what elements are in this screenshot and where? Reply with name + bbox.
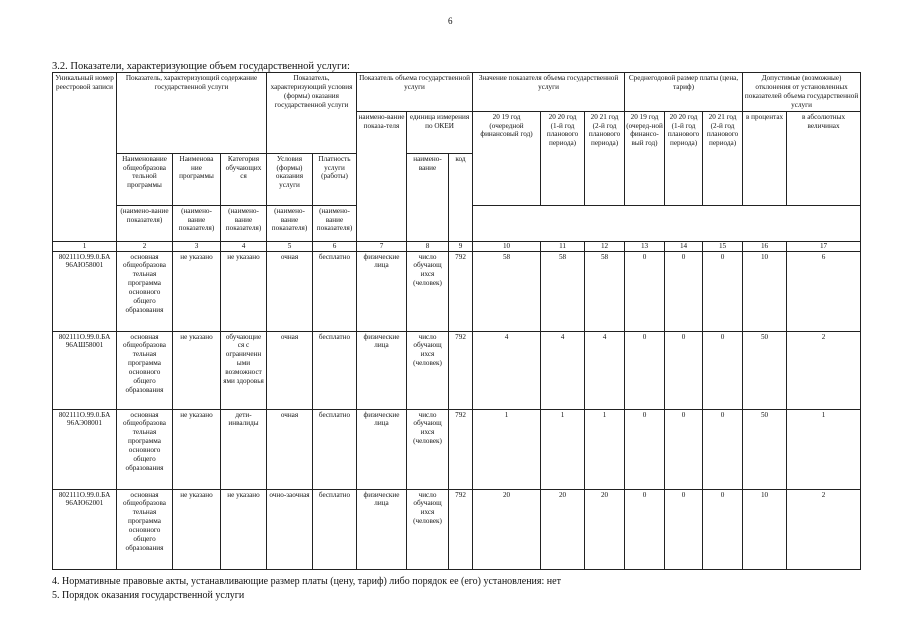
header-sub-label: (наимено-вание показателя) <box>117 205 173 241</box>
header-unit-code: код <box>449 153 473 241</box>
form-cell: очная <box>267 409 313 489</box>
fee-2021-cell: 0 <box>703 409 743 489</box>
value-2020-cell: 20 <box>541 489 585 569</box>
table-row <box>53 409 861 489</box>
header-volume-name: наимено-вание показа-теля <box>357 111 407 241</box>
header-deviations: Допустимые (возможные) отклонения от установленных показателей объема государственной услуги <box>743 73 861 112</box>
category-cell: не указано <box>221 489 267 569</box>
header-program-name-col: Наименова ние программы <box>173 153 221 205</box>
header-unit-name: наимено-вание <box>407 153 449 241</box>
header-unique-number: Уникальный номер реестровой записи <box>53 73 117 242</box>
header-form-col: Условия (формы) оказания услуги <box>267 153 313 205</box>
category-cell: не указано <box>221 251 267 331</box>
payment-cell: бесплатно <box>313 489 357 569</box>
record-id-cell: 802111О.99.0.БА 96АЮ62001 <box>53 489 117 569</box>
code-cell: 792 <box>449 331 473 409</box>
unit-cell: число обучающ ихся (человек) <box>407 409 449 489</box>
column-index-cell: 14 <box>665 241 703 251</box>
category-cell: обучающие ся с ограниченн ыми возможност ями здоровья <box>221 331 267 409</box>
fee-2019-cell: 0 <box>625 489 665 569</box>
dev-percent-cell: 50 <box>743 409 787 489</box>
column-index-cell: 3 <box>173 241 221 251</box>
header-conditions-indicator: Показатель, характеризующий условия (формы) оказания государственной услуги <box>267 73 357 154</box>
value-2021-cell: 4 <box>585 331 625 409</box>
fee-2019-cell: 0 <box>625 409 665 489</box>
column-index-cell: 5 <box>267 241 313 251</box>
header-value-year-2021: 20 21 год (2-й год планового периода) <box>585 111 625 205</box>
fee-2019-cell: 0 <box>625 251 665 331</box>
footer-service-procedure: 5. Порядок оказания государственной услуги <box>52 590 245 601</box>
section-title: 3.2. Показатели, характеризующие объем государственной услуги: <box>52 61 350 72</box>
payment-cell: бесплатно <box>313 251 357 331</box>
program-cell: основная общеобразова тельная программа основного общего образования <box>117 331 173 409</box>
header-avg-fee: Среднегодовой размер платы (цена, тариф) <box>625 73 743 112</box>
dev-percent-cell: 50 <box>743 331 787 409</box>
header-sub-label: (наимено-вание показателя) <box>221 205 267 241</box>
value-2020-cell: 4 <box>541 331 585 409</box>
header-volume-indicator: Показатель объема государственной услуги <box>357 73 473 112</box>
unit-cell: число обучающ ихся (человек) <box>407 251 449 331</box>
column-index-cell: 17 <box>787 241 861 251</box>
program-name-cell: не указано <box>173 409 221 489</box>
value-2019-cell: 1 <box>473 409 541 489</box>
category-cell: дети-инвалиды <box>221 409 267 489</box>
column-index-cell: 7 <box>357 241 407 251</box>
column-index-cell: 16 <box>743 241 787 251</box>
header-sub-label: (наимено-вание показателя) <box>173 205 221 241</box>
fee-2021-cell: 0 <box>703 331 743 409</box>
column-index-cell: 15 <box>703 241 743 251</box>
header-volume-value: Значение показателя объема государственной услуги <box>473 73 625 112</box>
code-cell: 792 <box>449 251 473 331</box>
payment-cell: бесплатно <box>313 331 357 409</box>
header-dev-absolute: в абсолютных величинах <box>787 111 861 205</box>
code-cell: 792 <box>449 489 473 569</box>
program-name-cell: не указано <box>173 251 221 331</box>
dev-percent-cell: 10 <box>743 251 787 331</box>
value-2021-cell: 1 <box>585 409 625 489</box>
table-row <box>53 251 861 331</box>
value-2021-cell: 58 <box>585 251 625 331</box>
fee-2020-cell: 0 <box>665 251 703 331</box>
record-id-cell: 802111О.99.0.БА 96АЭ08001 <box>53 409 117 489</box>
header-program-col: Наименование общеобразова тельной программы <box>117 153 173 205</box>
program-name-cell: не указано <box>173 331 221 409</box>
column-index-cell: 6 <box>313 241 357 251</box>
header-category-col: Категория обучающих ся <box>221 153 267 205</box>
fee-2020-cell: 0 <box>665 489 703 569</box>
volume-indicators-table <box>52 72 861 570</box>
form-cell: очно-заочная <box>267 489 313 569</box>
header-value-year-2020: 20 20 год (1-й год планового периода) <box>541 111 585 205</box>
header-fee-year-2021: 20 21 год (2-й год планового периода) <box>703 111 743 205</box>
page-number: 6 <box>448 16 453 26</box>
header-fee-year-2020: 20 20 год (1-й год планового периода) <box>665 111 703 205</box>
header-payment-col: Платность услуги (работы) <box>313 153 357 205</box>
record-id-cell: 802111О.99.0.БА 96АШ58001 <box>53 331 117 409</box>
program-cell: основная общеобразова тельная программа основного общего образования <box>117 409 173 489</box>
footer-regulatory-acts: 4. Нормативные правовые акты, устанавливающие размер платы (цену, тариф) либо порядок ее (его) установления: нет <box>52 576 561 587</box>
header-value-year-2019: 20 19 год (очередной финансовый год) <box>473 111 541 205</box>
indicator-cell: физические лица <box>357 489 407 569</box>
value-2019-cell: 4 <box>473 331 541 409</box>
column-index-cell: 11 <box>541 241 585 251</box>
fee-2021-cell: 0 <box>703 489 743 569</box>
column-index-cell: 9 <box>449 241 473 251</box>
column-index-cell: 12 <box>585 241 625 251</box>
table-row <box>53 331 861 409</box>
value-2021-cell: 20 <box>585 489 625 569</box>
header-fee-year-2019: 20 19 год (очеред-ной финансо-вый год) <box>625 111 665 205</box>
record-id-cell: 802111О.99.0.БА 96АЮ58001 <box>53 251 117 331</box>
column-index-cell: 4 <box>221 241 267 251</box>
value-2020-cell: 1 <box>541 409 585 489</box>
table-row <box>53 489 861 569</box>
header-content-indicator: Показатель, характеризующий содержание государственной услуги <box>117 73 267 154</box>
indicator-cell: физические лица <box>357 251 407 331</box>
fee-2020-cell: 0 <box>665 409 703 489</box>
column-index-cell: 1 <box>53 241 117 251</box>
fee-2019-cell: 0 <box>625 331 665 409</box>
column-index-cell: 13 <box>625 241 665 251</box>
indicator-cell: физические лица <box>357 409 407 489</box>
dev-absolute-cell: 1 <box>787 409 861 489</box>
payment-cell: бесплатно <box>313 409 357 489</box>
unit-cell: число обучающ ихся (человек) <box>407 331 449 409</box>
value-2020-cell: 58 <box>541 251 585 331</box>
value-2019-cell: 58 <box>473 251 541 331</box>
header-dev-percent: в процентах <box>743 111 787 205</box>
value-2019-cell: 20 <box>473 489 541 569</box>
dev-absolute-cell: 2 <box>787 489 861 569</box>
form-cell: очная <box>267 331 313 409</box>
form-cell: очная <box>267 251 313 331</box>
header-sub-label: (наимено-вание показателя) <box>313 205 357 241</box>
unit-cell: число обучающ ихся (человек) <box>407 489 449 569</box>
fee-2021-cell: 0 <box>703 251 743 331</box>
dev-absolute-cell: 2 <box>787 331 861 409</box>
fee-2020-cell: 0 <box>665 331 703 409</box>
indicator-cell: физические лица <box>357 331 407 409</box>
code-cell: 792 <box>449 409 473 489</box>
program-name-cell: не указано <box>173 489 221 569</box>
header-unit-measure: единица измерения по ОКЕИ <box>407 111 473 153</box>
dev-absolute-cell: 6 <box>787 251 861 331</box>
column-index-cell: 8 <box>407 241 449 251</box>
column-index-cell: 10 <box>473 241 541 251</box>
dev-percent-cell: 10 <box>743 489 787 569</box>
header-sub-label: (наимено-вание показателя) <box>267 205 313 241</box>
header-blank <box>473 205 861 241</box>
program-cell: основная общеобразова тельная программа основного общего образования <box>117 251 173 331</box>
column-index-row <box>53 241 861 251</box>
column-index-cell: 2 <box>117 241 173 251</box>
program-cell: основная общеобразова тельная программа основного общего образования <box>117 489 173 569</box>
